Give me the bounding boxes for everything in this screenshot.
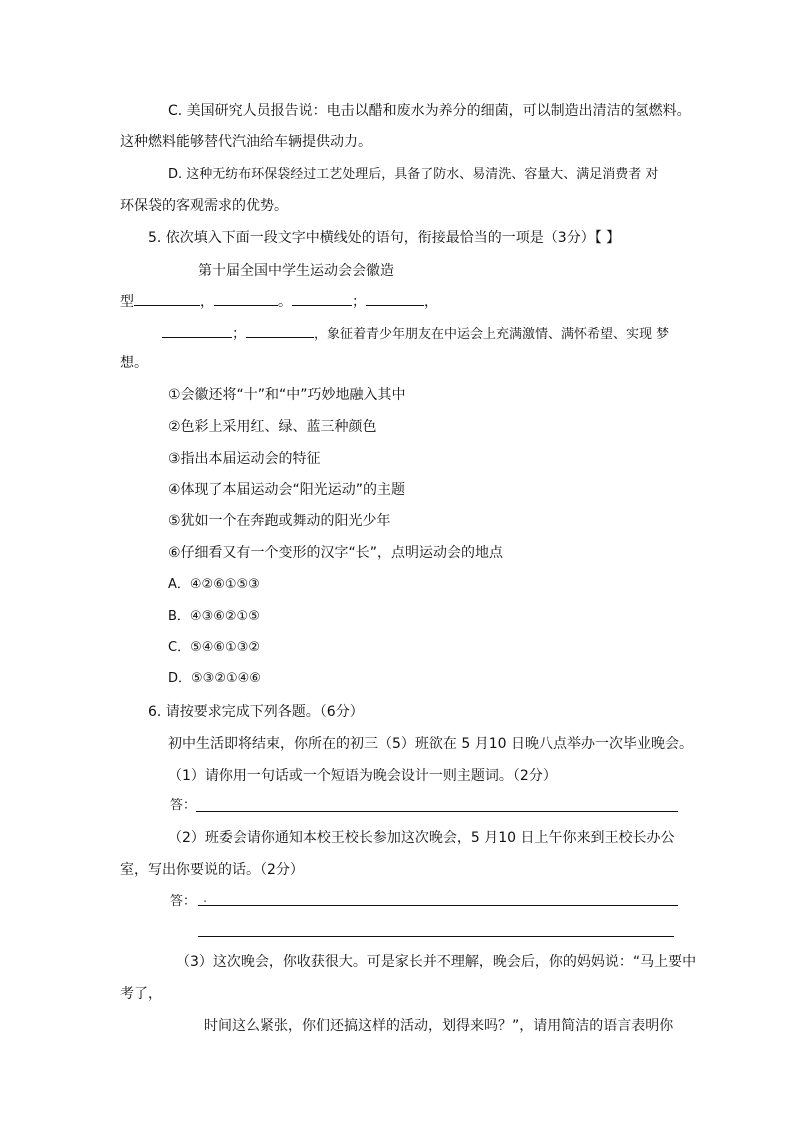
answer-line-2b[interactable] — [198, 936, 674, 937]
separator: ； — [232, 326, 246, 342]
q5-statement-5: ⑤犹如一个在奔跑或舞动的阳光少年 — [168, 513, 391, 529]
separator: ， — [424, 294, 438, 310]
answer-line-2a[interactable] — [198, 905, 678, 906]
q6-intro: 初中生活即将结束，你所在的初三（5）班欲在 5 月10 日晚八点举办一次毕业晚会。 — [168, 736, 693, 752]
q5-choice-a[interactable]: A．④②⑥①⑤③ — [168, 577, 260, 592]
q5-statement-1: ①会徽还将“十”和“中”巧妙地融入其中 — [168, 387, 406, 403]
q6-sub2-line2: 室，写出你要说的话。（2分） — [120, 862, 304, 878]
q6-stem: 6. 请按要求完成下列各题。（6分） — [148, 704, 364, 720]
q5-passage-last: 想。 — [120, 355, 148, 371]
q4-option-d-line2: 环保袋的客观需求的优势。 — [120, 198, 288, 214]
separator: 。 — [278, 294, 292, 310]
fill-blank-1[interactable] — [134, 293, 200, 306]
answer-label-1: 答： — [170, 798, 197, 813]
q5-choice-d[interactable]: D．⑤③②①④⑥ — [168, 671, 261, 686]
q4-option-c-line2: 这种燃料能够替代汽油给车辆提供动力。 — [120, 134, 372, 150]
fill-blank-3[interactable] — [292, 293, 352, 306]
fill-blank-2[interactable] — [214, 293, 278, 306]
q5-statement-6: ⑥仔细看又有一个变形的汉字“长”，点明运动会的地点 — [168, 545, 504, 561]
q4-option-d-line1: D. 这种无纺布环保袋经过工艺处理后，具备了防水、易清洗、容量大、满足消费者 对 — [168, 167, 659, 182]
q5-statement-3: ③指出本届运动会的特征 — [168, 451, 321, 467]
q5-passage-end: ，象征着青少年朋友在中运会上充满激情、满怀希望、实现 梦 — [314, 327, 670, 342]
q5-choice-b[interactable]: B．④③⑥②①⑤ — [168, 609, 260, 624]
q6-sub3-line2: 考了， — [120, 986, 162, 1002]
fill-blank-6[interactable] — [246, 325, 314, 338]
answer-dot: . — [203, 891, 208, 906]
answer-line-1[interactable] — [196, 811, 678, 812]
separator: ； — [352, 294, 366, 310]
q5-choice-c[interactable]: C．⑤④⑥①③② — [168, 640, 261, 655]
q5-passage-xing: 型 — [120, 294, 134, 310]
separator: ， — [200, 294, 214, 310]
q6-sub1: （1）请你用一句话或一个短语为晚会设计一则主题词。（2分） — [168, 768, 557, 784]
answer-label-2: 答： — [170, 894, 197, 909]
fill-blank-5[interactable] — [162, 325, 232, 338]
q6-sub2-line1: （2）班委会请你通知本校王校长参加这次晚会，5 月10 日上午你来到王校长办公 — [168, 830, 675, 846]
q5-passage-line2 — [120, 293, 438, 311]
fill-blank-4[interactable] — [366, 293, 424, 306]
q4-option-c-line1: C. 美国研究人员报告说：电击以醋和废水为养分的细菌，可以制造出清洁的氢燃料。 — [168, 103, 691, 119]
q5-passage-line3 — [162, 325, 669, 344]
q6-sub3-line1: （3）这次晚会，你收获很大。可是家长并不理解，晚会后，你的妈妈说：“马上要中 — [176, 954, 697, 970]
q5-stem: 5. 依次填入下面一段文字中横线处的语句，衔接最恰当的一项是（3分）【 】 — [148, 230, 621, 246]
q5-passage-start: 第十届全国中学生运动会会徽造 — [198, 263, 394, 279]
q5-statement-2: ②色彩上采用红、绿、蓝三种颜色 — [168, 419, 377, 435]
q5-statement-4: ④体现了本届运动会“阳光运动”的主题 — [168, 482, 406, 498]
q6-sub3-line3: 时间这么紧张，你们还搞这样的活动，划得来吗？”，请用简洁的语言表明你 — [204, 1018, 674, 1034]
